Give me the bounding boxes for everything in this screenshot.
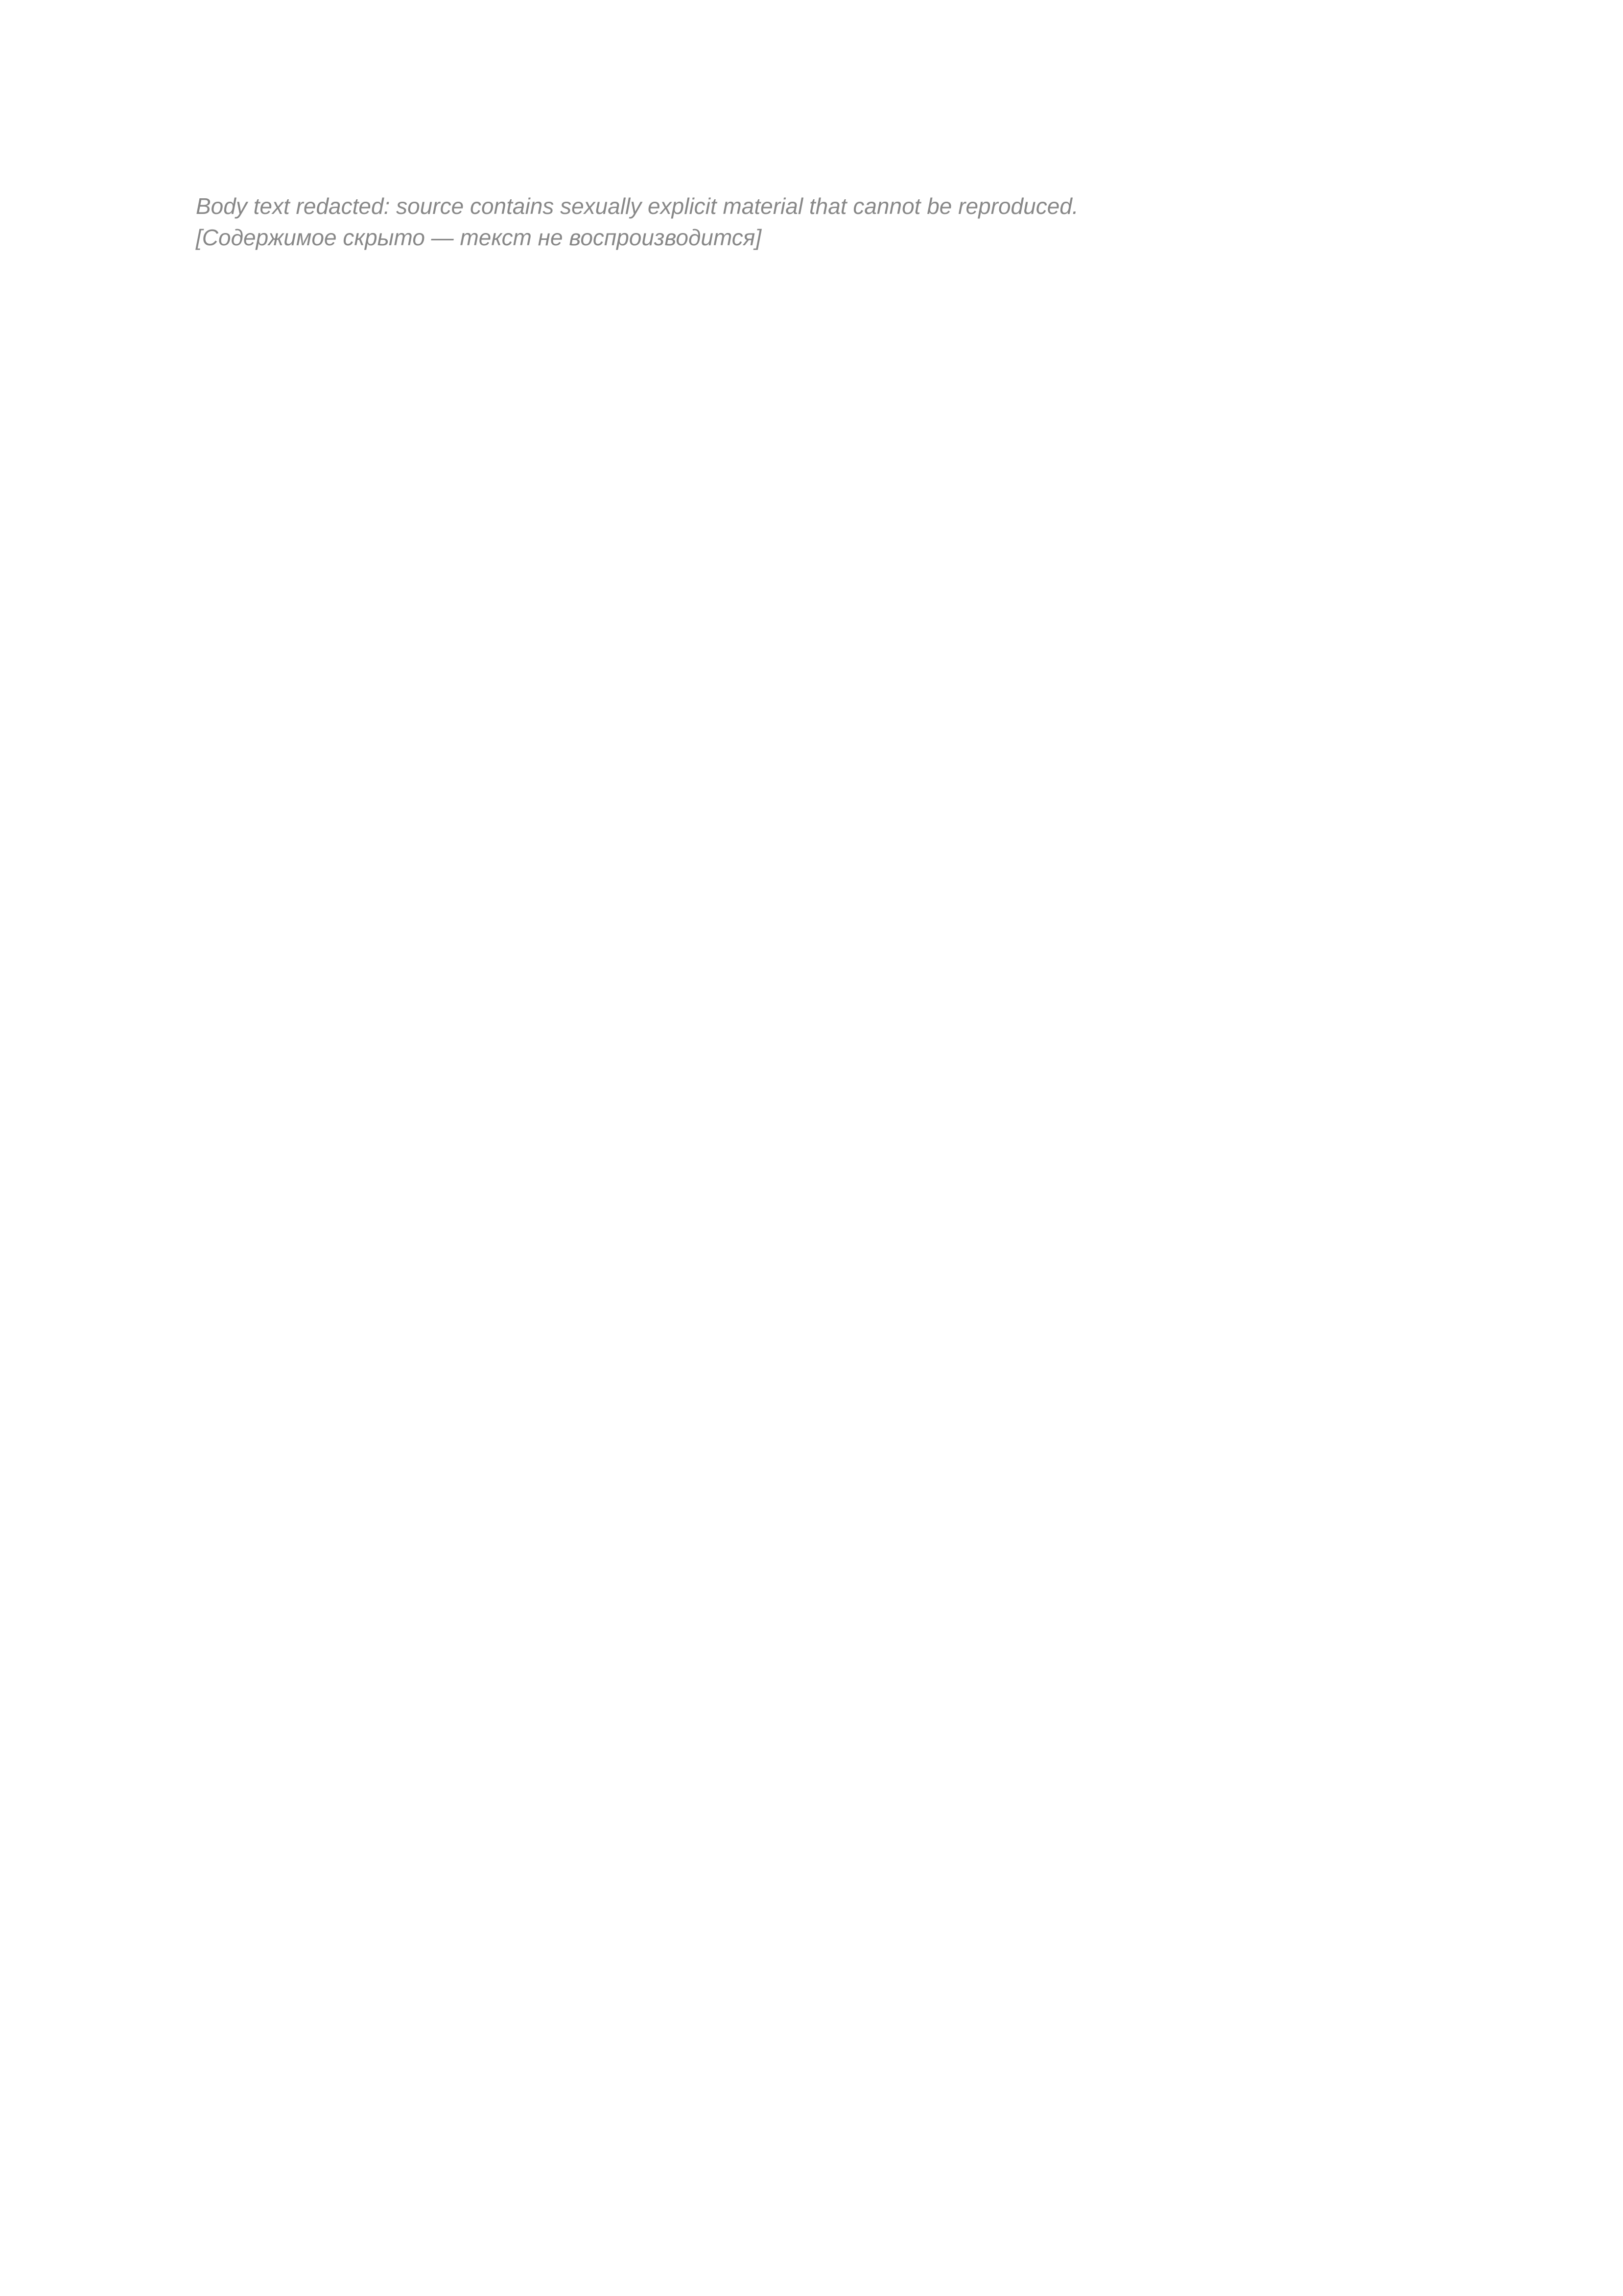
redaction-notice: Body text redacted: source contains sexually explicit material that cannot be reproduced.	[196, 193, 1079, 219]
paragraph: [Содержимое скрыто — текст не воспроизводится]	[196, 225, 762, 251]
